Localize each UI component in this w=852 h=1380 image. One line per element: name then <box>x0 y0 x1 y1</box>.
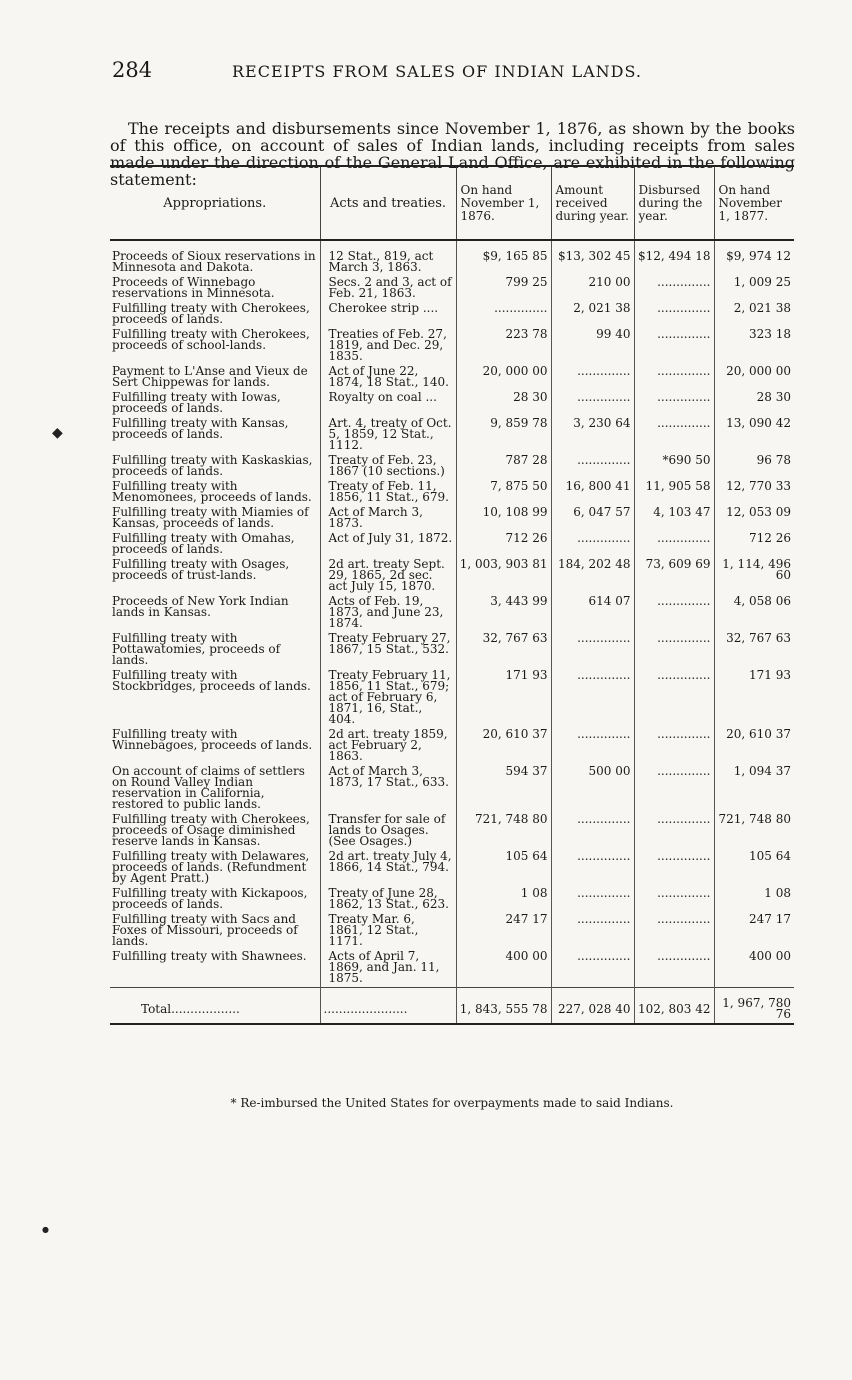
cell-on-hand-1876: 1 08 <box>456 887 551 913</box>
cell-received: $13, 302 45 <box>551 240 634 276</box>
cell-on-hand-1876: 171 93 <box>456 669 551 728</box>
ink-mark: ◆ <box>52 425 63 441</box>
cell-received: 614 07 <box>551 595 634 632</box>
cell-on-hand-1876: $9, 165 85 <box>456 240 551 276</box>
cell-appropriation: Fulfilling treaty with Menomonees, proceeds of lands. <box>112 479 312 504</box>
cell-received: 99 40 <box>551 328 634 365</box>
cell-on-hand-1876: 3, 443 99 <box>456 595 551 632</box>
cell-on-hand-1876: 223 78 <box>456 328 551 365</box>
header-received: Amount received during year. <box>551 166 634 240</box>
cell-received: .............. <box>551 850 634 887</box>
cell-disbursed: .............. <box>634 595 714 632</box>
cell-on-hand-1877: 12, 770 33 <box>714 480 794 506</box>
cell-appropriation: Fulfilling treaty with Kaskaskias, proceeds of lands. <box>112 453 313 478</box>
cell-disbursed: .............. <box>634 850 714 887</box>
cell-on-hand-1877: 1, 114, 496 60 <box>714 558 794 595</box>
cell-on-hand-1877: 32, 767 63 <box>714 632 794 669</box>
cell-disbursed: .............. <box>634 669 714 728</box>
cell-appropriation: On account of claims of settlers on Round Valley Indian reservation in California, restored to public lands. <box>112 764 305 811</box>
cell-acts: Act of March 3, 1873, 17 Stat., 633. <box>320 765 456 813</box>
total-on-hand-1876: 1, 843, 555 78 <box>456 988 551 1025</box>
table-row <box>110 765 794 813</box>
cell-on-hand-1876: 799 25 <box>456 276 551 302</box>
header-on-hand-1877: On hand November 1, 1877. <box>714 166 794 240</box>
table-header-row <box>110 166 794 240</box>
cell-acts: 2d art. treaty 1859, act February 2, 1863. <box>320 728 456 765</box>
cell-appropriation: Fulfilling treaty with Pottawatomies, proceeds of lands. <box>112 631 281 667</box>
table-row <box>110 365 794 391</box>
cell-acts: Acts of Feb. 19, 1873, and June 23, 1874. <box>320 595 456 632</box>
cell-appropriation: Fulfilling treaty with Sacs and Foxes of Missouri, proceeds of lands. <box>112 912 298 948</box>
cell-on-hand-1877: 12, 053 09 <box>714 506 794 532</box>
cell-acts: Cherokee strip .... <box>320 302 456 328</box>
cell-appropriation: Fulfilling treaty with Kansas, proceeds of lands. <box>112 416 289 441</box>
cell-acts: Secs. 2 and 3, act of Feb. 21, 1863. <box>320 276 456 302</box>
cell-received: .............. <box>551 669 634 728</box>
statement-table-wrapper <box>110 165 794 1025</box>
cell-received: .............. <box>551 632 634 669</box>
cell-on-hand-1876: 10, 108 99 <box>456 506 551 532</box>
cell-acts: Acts of April 7, 1869, and Jan. 11, 1875. <box>320 950 456 988</box>
cell-acts: Royalty on coal ... <box>320 391 456 417</box>
cell-disbursed: .............. <box>634 728 714 765</box>
cell-received: 6, 047 57 <box>551 506 634 532</box>
cell-received: .............. <box>551 454 634 480</box>
cell-on-hand-1877: 247 17 <box>714 913 794 950</box>
cell-appropriation: Payment to L'Anse and Vieux de Sert Chippewas for lands. <box>112 364 308 389</box>
table-row <box>110 454 794 480</box>
table-row <box>110 950 794 988</box>
cell-appropriation: Fulfilling treaty with Cherokees, proceeds of school-lands. <box>112 327 310 352</box>
cell-disbursed: .............. <box>634 887 714 913</box>
cell-disbursed: .............. <box>634 632 714 669</box>
page-number: 284 <box>112 58 153 82</box>
page-title: RECEIPTS FROM SALES OF INDIAN LANDS. <box>232 62 642 81</box>
total-label-cell <box>110 988 320 1025</box>
total-on-hand-1877: 1, 967, 780 76 <box>714 988 794 1025</box>
cell-on-hand-1876: 594 37 <box>456 765 551 813</box>
cell-acts: Treaty Mar. 6, 1861, 12 Stat., 1171. <box>320 913 456 950</box>
cell-appropriation: Fulfilling treaty with Delawares, proceeds of lands. (Refundment by Agent Pratt.) <box>112 849 310 885</box>
cell-appropriation: Fulfilling treaty with Omahas, proceeds of lands. <box>112 531 295 556</box>
cell-acts: Transfer for sale of lands to Osages. (See Osages.) <box>320 813 456 850</box>
cell-received: .............. <box>551 728 634 765</box>
table-row <box>110 850 794 887</box>
cell-received: 2, 021 38 <box>551 302 634 328</box>
table-row <box>110 506 794 532</box>
table-row <box>110 728 794 765</box>
cell-on-hand-1876: 105 64 <box>456 850 551 887</box>
cell-on-hand-1877: 712 26 <box>714 532 794 558</box>
cell-appropriation: Fulfilling treaty with Iowas, proceeds of lands. <box>112 390 281 415</box>
cell-appropriation: Fulfilling treaty with Kickapoos, proceeds of lands. <box>112 886 308 911</box>
cell-on-hand-1876: 721, 748 80 <box>456 813 551 850</box>
cell-on-hand-1877: 20, 610 37 <box>714 728 794 765</box>
cell-on-hand-1877: 1, 094 37 <box>714 765 794 813</box>
table-row <box>110 302 794 328</box>
cell-on-hand-1876: 787 28 <box>456 454 551 480</box>
total-row <box>110 988 794 1025</box>
table-row <box>110 669 794 728</box>
cell-received: .............. <box>551 365 634 391</box>
cell-disbursed: .............. <box>634 765 714 813</box>
table-row <box>110 417 794 454</box>
cell-appropriation: Fulfilling treaty with Miamies of Kansas, proceeds of lands. <box>112 505 309 530</box>
cell-on-hand-1877: 13, 090 42 <box>714 417 794 454</box>
cell-disbursed: .............. <box>634 365 714 391</box>
total-disbursed: 102, 803 42 <box>634 988 714 1025</box>
header-disbursed: Disbursed during the year. <box>634 166 714 240</box>
cell-on-hand-1876: 400 00 <box>456 950 551 988</box>
cell-disbursed: .............. <box>634 302 714 328</box>
cell-disbursed: .............. <box>634 417 714 454</box>
cell-acts: Treaty of Feb. 11, 1856, 11 Stat., 679. <box>320 480 456 506</box>
header-on-hand-1876: On hand November 1, 1876. <box>456 166 551 240</box>
cell-acts: 2d art. treaty July 4, 1866, 14 Stat., 794. <box>320 850 456 887</box>
ink-dot: ● <box>42 1225 49 1234</box>
cell-acts: 2d art. treaty Sept. 29, 1865, 2d sec. act July 15, 1870. <box>320 558 456 595</box>
table-row <box>110 595 794 632</box>
cell-on-hand-1876: .............. <box>456 302 551 328</box>
cell-on-hand-1876: 28 30 <box>456 391 551 417</box>
cell-on-hand-1876: 247 17 <box>456 913 551 950</box>
footnote: * Re-imbursed the United States for overpayments made to said Indians. <box>230 1096 674 1110</box>
cell-appropriation: Proceeds of Sioux reservations in Minnesota and Dakota. <box>112 249 316 274</box>
header-appropriations: Appropriations. <box>110 166 320 240</box>
cell-on-hand-1877: 1 08 <box>714 887 794 913</box>
cell-on-hand-1877: 96 78 <box>714 454 794 480</box>
page-header <box>112 58 792 88</box>
table-row <box>110 328 794 365</box>
cell-disbursed: .............. <box>634 813 714 850</box>
cell-disbursed: .............. <box>634 950 714 988</box>
table-body <box>110 240 794 988</box>
cell-received: 500 00 <box>551 765 634 813</box>
table-row <box>110 558 794 595</box>
cell-disbursed: *690 50 <box>634 454 714 480</box>
cell-on-hand-1877: 1, 009 25 <box>714 276 794 302</box>
cell-on-hand-1876: 32, 767 63 <box>456 632 551 669</box>
cell-disbursed: .............. <box>634 276 714 302</box>
table-row <box>110 813 794 850</box>
table-row <box>110 632 794 669</box>
intro-paragraph: The receipts and disbursements since November 1, 1876, as shown by the books of this office, on account of sales of Indian lands, including receipts from sales made under the direction of the General Land Office, are exhibited in the following statement: <box>110 119 795 189</box>
cell-acts: Act of March 3, 1873. <box>320 506 456 532</box>
total-received: 227, 028 40 <box>551 988 634 1025</box>
cell-appropriation: Fulfilling treaty with Osages, proceeds of trust-lands. <box>112 557 290 582</box>
cell-received: .............. <box>551 950 634 988</box>
cell-disbursed: .............. <box>634 391 714 417</box>
cell-appropriation: Fulfilling treaty with Stockbridges, proceeds of lands. <box>112 668 311 693</box>
cell-appropriation: Fulfilling treaty with Winnebagoes, proceeds of lands. <box>112 727 313 752</box>
cell-disbursed: .............. <box>634 913 714 950</box>
cell-acts: Act of June 22, 1874, 18 Stat., 140. <box>320 365 456 391</box>
cell-received: 184, 202 48 <box>551 558 634 595</box>
cell-acts: Treaty February 11, 1856, 11 Stat., 679; act of February 6, 1871, 16, Stat., 404. <box>320 669 456 728</box>
cell-on-hand-1877: 4, 058 06 <box>714 595 794 632</box>
cell-on-hand-1876: 20, 000 00 <box>456 365 551 391</box>
cell-on-hand-1877: 171 93 <box>714 669 794 728</box>
cell-on-hand-1877: 2, 021 38 <box>714 302 794 328</box>
cell-appropriation: Proceeds of New York Indian lands in Kansas. <box>112 594 289 619</box>
table-row <box>110 240 794 276</box>
cell-received: .............. <box>551 532 634 558</box>
cell-disbursed: .............. <box>634 328 714 365</box>
cell-on-hand-1877: 400 00 <box>714 950 794 988</box>
table-row <box>110 887 794 913</box>
total-acts: ...................... <box>320 988 456 1025</box>
cell-disbursed: $12, 494 18 <box>634 240 714 276</box>
cell-received: 16, 800 41 <box>551 480 634 506</box>
cell-appropriation: Fulfilling treaty with Shawnees. <box>112 949 307 963</box>
cell-disbursed: .............. <box>634 532 714 558</box>
cell-received: 210 00 <box>551 276 634 302</box>
cell-disbursed: 73, 609 69 <box>634 558 714 595</box>
table-row <box>110 391 794 417</box>
cell-appropriation: Fulfilling treaty with Cherokees, proceeds of Osage diminished reserve lands in Kansas. <box>112 812 310 848</box>
table-row <box>110 480 794 506</box>
cell-received: .............. <box>551 391 634 417</box>
cell-appropriation: Fulfilling treaty with Cherokees, proceeds of lands. <box>112 301 310 326</box>
table-row <box>110 276 794 302</box>
cell-acts: Art. 4, treaty of Oct. 5, 1859, 12 Stat., 1112. <box>320 417 456 454</box>
table-row <box>110 913 794 950</box>
total-label: Total.................. <box>141 1001 240 1016</box>
cell-received: .............. <box>551 813 634 850</box>
cell-on-hand-1876: 7, 875 50 <box>456 480 551 506</box>
cell-on-hand-1877: 721, 748 80 <box>714 813 794 850</box>
cell-on-hand-1877: 28 30 <box>714 391 794 417</box>
cell-on-hand-1876: 9, 859 78 <box>456 417 551 454</box>
cell-disbursed: 11, 905 58 <box>634 480 714 506</box>
table-row <box>110 532 794 558</box>
cell-acts: Treaties of Feb. 27, 1819, and Dec. 29, 1835. <box>320 328 456 365</box>
cell-received: .............. <box>551 887 634 913</box>
header-acts: Acts and treaties. <box>320 166 456 240</box>
cell-acts: Treaty of June 28, 1862, 13 Stat., 623. <box>320 887 456 913</box>
cell-on-hand-1876: 712 26 <box>456 532 551 558</box>
cell-acts: Treaty of Feb. 23, 1867 (10 sections.) <box>320 454 456 480</box>
cell-acts: Act of July 31, 1872. <box>320 532 456 558</box>
cell-appropriation: Proceeds of Winnebago reservations in Minnesota. <box>112 275 275 300</box>
cell-on-hand-1877: 105 64 <box>714 850 794 887</box>
cell-on-hand-1877: 323 18 <box>714 328 794 365</box>
cell-on-hand-1876: 1, 003, 903 81 <box>456 558 551 595</box>
cell-on-hand-1877: $9, 974 12 <box>714 240 794 276</box>
cell-disbursed: 4, 103 47 <box>634 506 714 532</box>
statement-table <box>110 165 794 1025</box>
cell-received: 3, 230 64 <box>551 417 634 454</box>
cell-on-hand-1877: 20, 000 00 <box>714 365 794 391</box>
cell-received: .............. <box>551 913 634 950</box>
cell-acts: 12 Stat., 819, act March 3, 1863. <box>320 240 456 276</box>
cell-on-hand-1876: 20, 610 37 <box>456 728 551 765</box>
cell-acts: Treaty February 27, 1867, 15 Stat., 532. <box>320 632 456 669</box>
